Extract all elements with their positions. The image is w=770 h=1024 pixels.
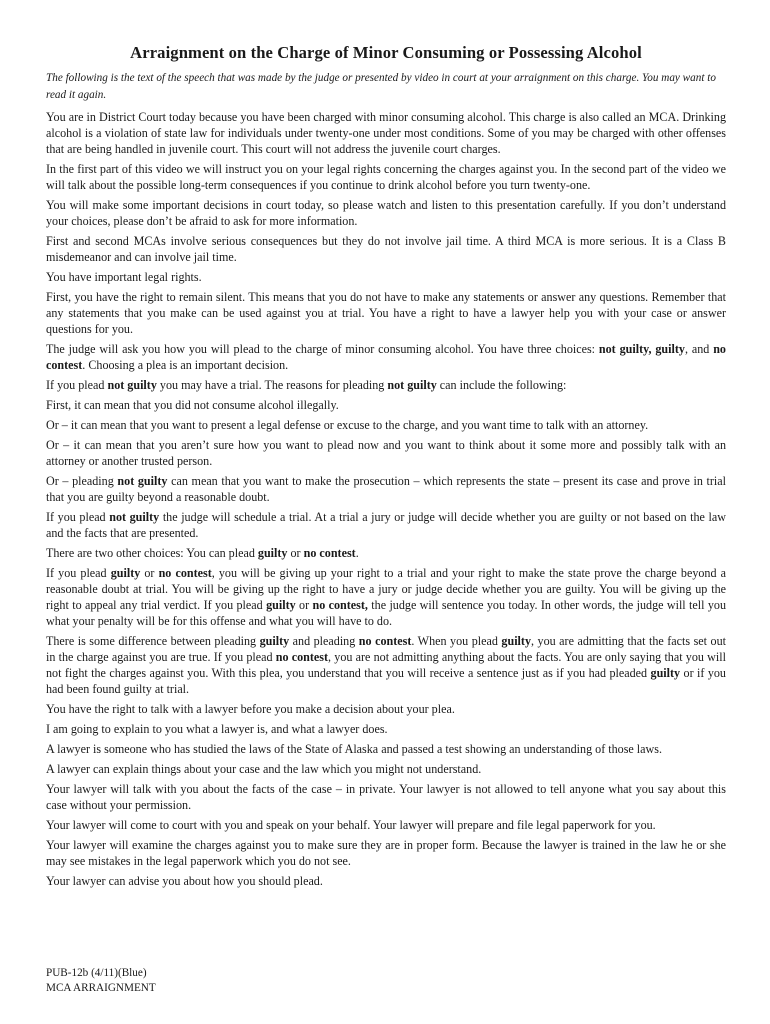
paragraph-text: There is some difference between pleading — [46, 634, 260, 648]
paragraph-text: You have the right to talk with a lawyer before you make a decision about your plea. — [46, 702, 455, 716]
emphasis-text: not guilty, guilty — [598, 342, 685, 356]
paragraph-text: You are in District Court today because you have been charged with minor consuming alcohol. This charge is also called an MCA. Drinking alcohol is a violation of state law for individuals under twenty-one under most conditions. Some of you may be charged with other offenses that are being handled in juvenile court. This court will not address the juvenile court charges. — [46, 110, 726, 156]
body-paragraph — [46, 873, 726, 889]
paragraph-text: First and second MCAs involve serious consequences but they do not involve jail time. A third MCA is more serious. It is a Class B misdemeanor and can involve jail time. — [46, 234, 726, 264]
paragraph-text: , and — [684, 342, 714, 356]
emphasis-text: no contest — [158, 566, 212, 580]
emphasis-text: guilty — [501, 634, 531, 648]
emphasis-text: guilty — [257, 546, 288, 560]
paragraph-text: the judge will schedule a trial. At a trial a jury or judge will decide whether you are guilty or not based on the law and the facts that are presented. — [46, 510, 726, 540]
body-paragraph — [46, 781, 726, 813]
paragraph-text: Your lawyer will come to court with you and speak on your behalf. Your lawyer will prepare and file legal paperwork for you. — [46, 818, 656, 832]
body-paragraph — [46, 397, 726, 413]
paragraph-text: the judge will sentence you today. In other words, the judge will tell you what your penalty will be for this offense and what you will have to do. — [46, 598, 727, 628]
paragraph-text: There are two other choices: You can plead — [46, 546, 258, 560]
body-paragraph — [46, 269, 726, 285]
paragraph-text: A lawyer is someone who has studied the laws of the State of Alaska and passed a test showing an understanding of those laws. — [46, 742, 662, 756]
paragraph-text: Your lawyer will examine the charges against you to make sure they are in proper form. Because the lawyer is trained in the law he or she may see mistakes in the legal paperwork which you do not see. — [46, 838, 726, 868]
emphasis-text: not guilty — [387, 378, 437, 392]
paragraph-text: , you will be giving up your right to a trial and your right to make the state prove the charge beyond a reasonable doubt at trial. You will be giving up the right to have a jury or judge decide whether you are guilty. You will be giving up the right to appeal any trial verdict. If you plead — [46, 566, 726, 612]
body-paragraph — [46, 473, 726, 505]
paragraph-text: you may have a trial. The reasons for pleading — [156, 378, 388, 392]
emphasis-text: no contest — [46, 342, 726, 372]
paragraph-text: If you plead — [46, 566, 111, 580]
document-title: Arraignment on the Charge of Minor Consuming or Possessing Alcohol — [130, 43, 642, 62]
body-paragraph — [46, 197, 726, 229]
body-paragraph — [46, 545, 726, 561]
body-paragraph — [46, 721, 726, 737]
paragraph-text: First, it can mean that you did not consume alcohol illegally. — [46, 398, 339, 412]
paragraph-text: Or – it can mean that you want to present a legal defense or excuse to the charge, and you want time to talk with an attorney. — [46, 418, 649, 432]
paragraph-text: You have important legal rights. — [46, 270, 202, 284]
form-footer — [46, 966, 156, 996]
paragraph-text: Your lawyer will talk with you about the facts of the case – in private. Your lawyer is not allowed to tell anyone what you say about this case without your permission. — [46, 782, 726, 812]
paragraph-text: or — [295, 598, 313, 612]
intro-note: The following is the text of the speech that was made by the judge or presented by video in court at your arraignment on this charge. You may want to read it again. — [46, 72, 716, 101]
paragraph-text: can mean that you want to make the prosecution – which represents the state – present its case and prove in trial that you are guilty beyond a reasonable doubt. — [46, 474, 726, 504]
paragraph-text: can include the following: — [436, 378, 567, 392]
body-paragraph — [46, 837, 726, 869]
emphasis-text: no contest, — [312, 598, 368, 612]
body-paragraph — [46, 509, 726, 541]
paragraph-text: Your lawyer can advise you about how you should plead. — [46, 874, 323, 888]
paragraph-text: I am going to explain to you what a lawyer is, and what a lawyer does. — [46, 722, 388, 736]
paragraph-text: In the first part of this video we will instruct you on your legal rights concerning the charges against you. In the second part of the video we will talk about the possible long-term consequences if you continue to drink alcohol before you turn twenty-one. — [46, 162, 726, 192]
emphasis-text: guilty — [110, 566, 141, 580]
emphasis-text: guilty — [266, 598, 296, 612]
speech-body — [46, 109, 726, 889]
paragraph-text: If you plead — [46, 378, 108, 392]
body-paragraph — [46, 417, 726, 433]
paragraph-text: . Choosing a plea is an important decision. — [82, 358, 289, 372]
paragraph-text: If you plead — [46, 510, 110, 524]
body-paragraph — [46, 741, 726, 757]
paragraph-text: A lawyer can explain things about your case and the law which you might not understand. — [46, 762, 482, 776]
paragraph-text: and pleading — [289, 634, 359, 648]
body-paragraph — [46, 377, 726, 393]
body-paragraph — [46, 701, 726, 717]
body-paragraph — [46, 341, 726, 373]
emphasis-text: guilty — [259, 634, 290, 648]
form-number: PUB-12b (4/11)(Blue) — [46, 967, 147, 979]
body-paragraph — [46, 233, 726, 265]
paragraph-text: . When you plead — [411, 634, 502, 648]
emphasis-text: no contest — [358, 634, 412, 648]
emphasis-text: no contest — [303, 546, 356, 560]
emphasis-text: not guilty — [107, 378, 157, 392]
emphasis-text: guilty — [650, 666, 681, 680]
body-paragraph — [46, 161, 726, 193]
body-paragraph — [46, 289, 726, 337]
body-paragraph — [46, 633, 726, 697]
paragraph-text: First, you have the right to remain silent. This means that you do not have to make any statements or answer any questions. Remember that any statements that you make can be used against you at trial. You have a right to have a lawyer help you with your case or answer questions for you. — [46, 290, 726, 336]
paragraph-text: Or – it can mean that you aren’t sure how you want to plead now and you want to think about it some more and possibly talk with an attorney or another trusted person. — [46, 438, 726, 468]
paragraph-text: , you are admitting that the facts set out in the charge against you are true. If you plead — [46, 634, 726, 664]
paragraph-text: You will make some important decisions in court today, so please watch and listen to this presentation carefully. If you don’t understand your choices, please don’t be afraid to ask for more information. — [46, 198, 726, 228]
paragraph-text: . — [355, 546, 359, 560]
paragraph-text: or — [287, 546, 304, 560]
emphasis-text: not guilty — [117, 474, 168, 488]
emphasis-text: not guilty — [109, 510, 160, 524]
paragraph-text: , you are not admitting anything about the facts. You are only saying that you will not fight the charges against you. With this plea, you understand that you will receive a sentence just as if you had pleaded — [46, 650, 726, 680]
body-paragraph — [46, 437, 726, 469]
emphasis-text: no contest — [275, 650, 329, 664]
paragraph-text: or — [140, 566, 159, 580]
body-paragraph — [46, 761, 726, 777]
form-title: MCA ARRAIGNMENT — [46, 982, 156, 994]
paragraph-text: or if you had been found guilty at trial. — [46, 666, 726, 696]
body-paragraph — [46, 817, 726, 833]
body-paragraph — [46, 565, 726, 629]
body-paragraph — [46, 109, 726, 157]
paragraph-text: Or – pleading — [46, 474, 118, 488]
paragraph-text: The judge will ask you how you will plead to the charge of minor consuming alcohol. You have three choices: — [46, 342, 599, 356]
